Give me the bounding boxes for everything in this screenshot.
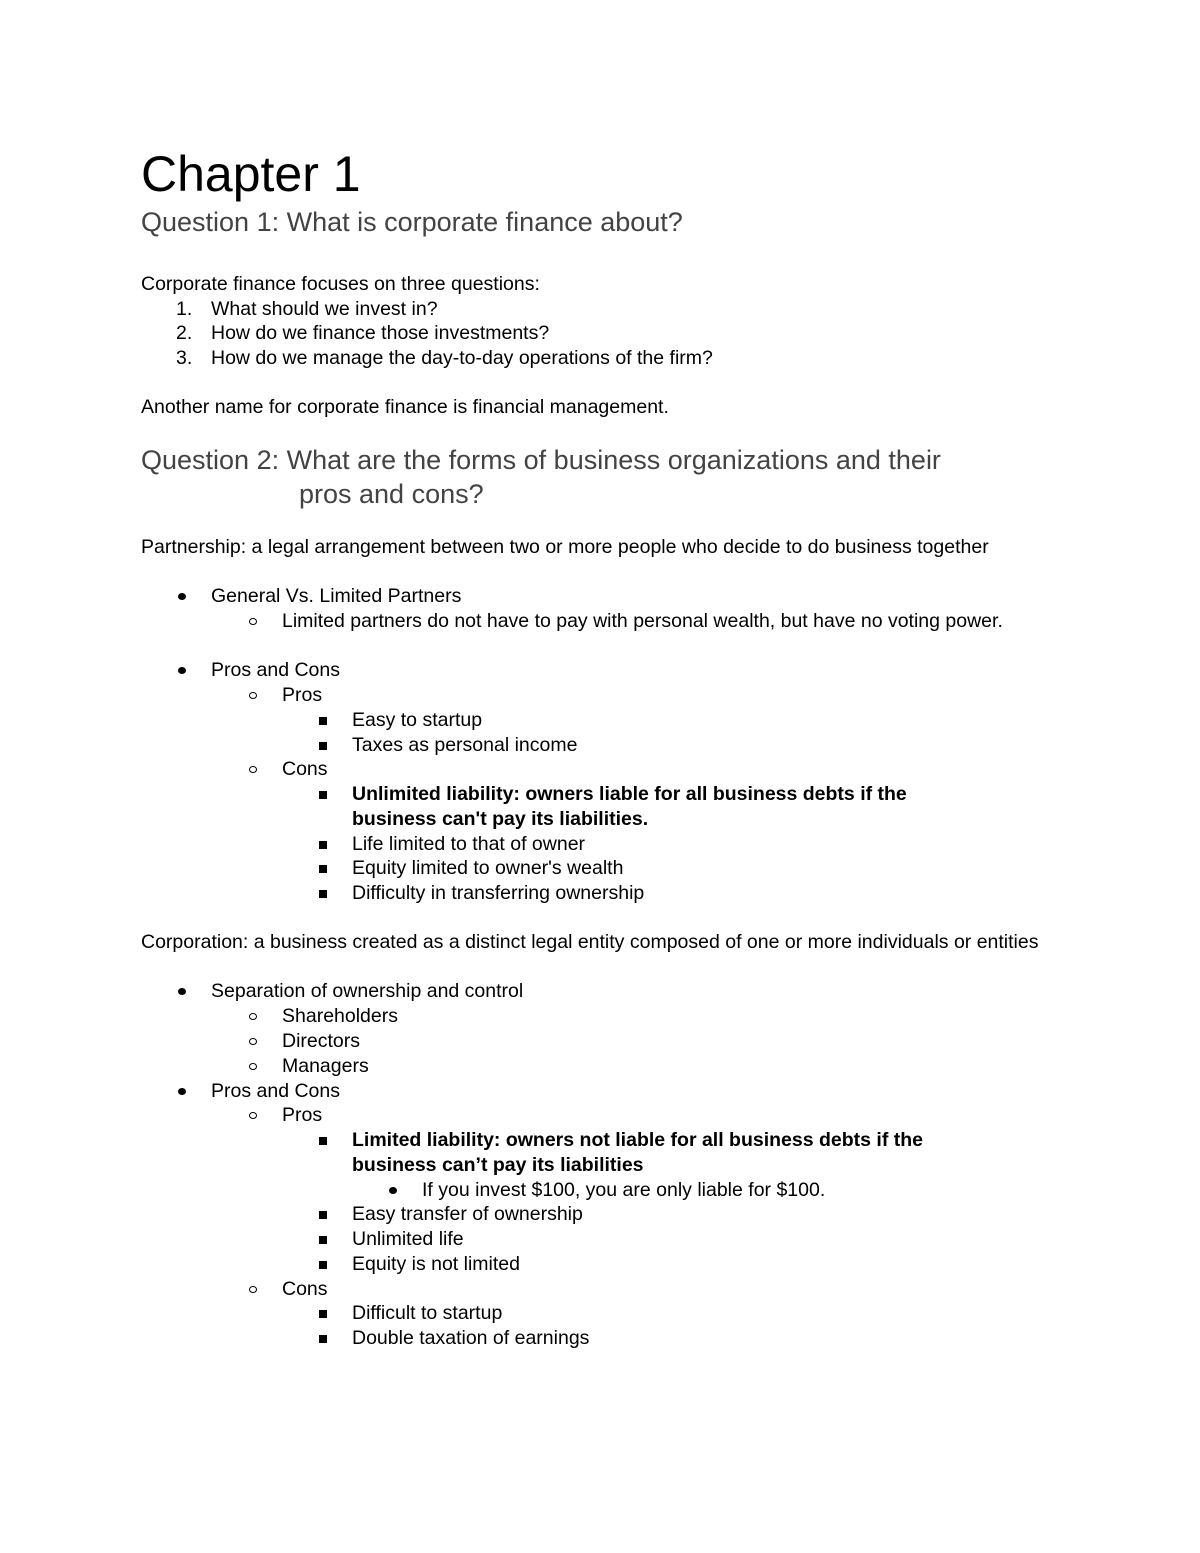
bullet-square-icon xyxy=(316,881,332,906)
list-item: Pros and Cons xyxy=(211,1079,340,1104)
list-item: Limited liability: owners not liable for all business debts if the business can’t pay its liabilities xyxy=(352,1128,1012,1178)
list-number: 2. xyxy=(176,322,193,344)
list-number: 1. xyxy=(176,298,193,320)
list-item: How do we finance those investments? xyxy=(211,322,550,344)
question-2-heading-line1: Question 2: What are the forms of business organizations and their xyxy=(141,445,941,475)
list-item: Taxes as personal income xyxy=(352,733,577,758)
list-item: Unlimited liability: owners liable for all business debts if the business can't pay its liabilities. xyxy=(352,782,992,832)
list-item: General Vs. Limited Partners xyxy=(211,584,461,609)
question-2-heading xyxy=(141,443,941,511)
bullet-square-icon xyxy=(316,1301,332,1326)
bullet-circle-icon xyxy=(246,1029,262,1054)
bullet-circle-icon xyxy=(246,1103,262,1128)
bullet-square-icon xyxy=(316,1252,332,1277)
list-item: Directors xyxy=(282,1029,360,1054)
list-item: Pros and Cons xyxy=(211,658,340,683)
question-1-heading: Question 1: What is corporate finance about? xyxy=(141,207,683,237)
bullet-disc-icon xyxy=(175,584,191,609)
list-item: Equity limited to owner's wealth xyxy=(352,856,623,881)
list-item: Equity is not limited xyxy=(352,1252,520,1277)
bullet-square-icon xyxy=(316,708,332,733)
list-item: What should we invest in? xyxy=(211,298,438,320)
bullet-circle-icon xyxy=(246,1054,262,1079)
bullet-circle-icon xyxy=(246,757,262,782)
list-item: Limited partners do not have to pay with personal wealth, but have no voting power. xyxy=(282,609,1022,634)
q1-intro: Corporate finance focuses on three questions: xyxy=(141,273,540,295)
list-number: 3. xyxy=(176,347,193,369)
list-item: Easy transfer of ownership xyxy=(352,1202,583,1227)
bullet-circle-icon xyxy=(246,1277,262,1302)
bullet-circle-icon xyxy=(246,683,262,708)
bullet-disc-icon xyxy=(175,658,191,683)
chapter-title: Chapter 1 xyxy=(141,146,361,202)
list-item: Cons xyxy=(282,1277,328,1302)
bullet-square-icon xyxy=(316,1227,332,1252)
partnership-definition: Partnership: a legal arrangement between two or more people who decide to do business together xyxy=(141,536,989,558)
bullet-square-icon xyxy=(316,1128,332,1153)
q1-note: Another name for corporate finance is financial management. xyxy=(141,396,669,418)
list-item: Managers xyxy=(282,1054,369,1079)
bullet-disc-icon xyxy=(386,1178,402,1203)
bullet-disc-icon xyxy=(175,1079,191,1104)
question-2-heading-line2: pros and cons? xyxy=(299,479,484,509)
list-item: Separation of ownership and control xyxy=(211,979,523,1004)
bullet-square-icon xyxy=(316,1326,332,1351)
list-item: Easy to startup xyxy=(352,708,482,733)
bullet-square-icon xyxy=(316,782,332,807)
list-item: How do we manage the day-to-day operations of the firm? xyxy=(211,347,713,369)
list-item: Pros xyxy=(282,683,322,708)
list-item: Difficulty in transferring ownership xyxy=(352,881,644,906)
list-item: Unlimited life xyxy=(352,1227,464,1252)
list-item: Double taxation of earnings xyxy=(352,1326,589,1351)
bullet-circle-icon xyxy=(246,609,262,634)
bullet-circle-icon xyxy=(246,1004,262,1029)
bullet-square-icon xyxy=(316,832,332,857)
bullet-square-icon xyxy=(316,1202,332,1227)
bullet-square-icon xyxy=(316,733,332,758)
list-item: If you invest $100, you are only liable for $100. xyxy=(422,1178,825,1203)
corporation-definition: Corporation: a business created as a distinct legal entity composed of one or more individuals or entities xyxy=(141,931,1039,953)
bullet-square-icon xyxy=(316,856,332,881)
list-item: Shareholders xyxy=(282,1004,398,1029)
list-item: Difficult to startup xyxy=(352,1301,502,1326)
list-item: Life limited to that of owner xyxy=(352,832,585,857)
list-item: Pros xyxy=(282,1103,322,1128)
list-item: Cons xyxy=(282,757,328,782)
bullet-disc-icon xyxy=(175,979,191,1004)
